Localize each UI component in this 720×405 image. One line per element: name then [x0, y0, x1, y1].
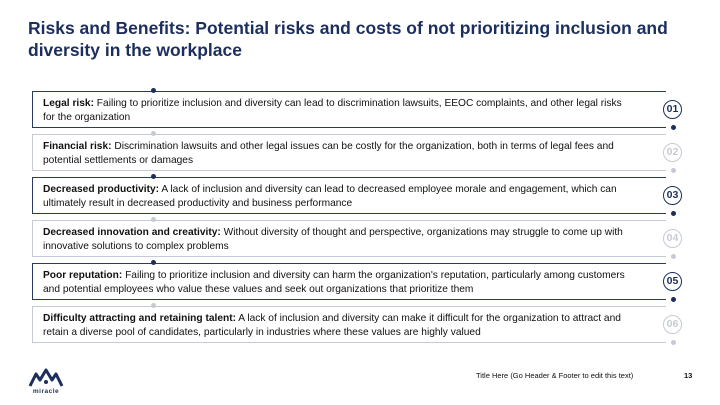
connector-dot	[151, 131, 156, 136]
list-item-decreased-productivity	[32, 177, 686, 218]
item-text	[43, 140, 633, 167]
company-logo	[26, 368, 66, 398]
connector-dot	[671, 340, 676, 345]
item-label: Difficulty attracting and retaining talent:	[43, 313, 237, 324]
list-item-talent	[32, 306, 686, 347]
item-text	[43, 226, 633, 253]
logo-mark-icon	[26, 368, 66, 388]
connector-dot	[151, 260, 156, 265]
logo-text: miracle	[32, 388, 60, 395]
slide-title: Risks and Benefits: Potential risks and costs of not prioritizing inclusion and diversity in the workplace	[28, 18, 668, 60]
list-item-decreased-innovation	[32, 220, 686, 261]
item-description: Failing to prioritize inclusion and diversity can harm the organization's reputation, particularly among customers and potential employees who value these values and seek out organizations that prioritize them	[43, 270, 625, 295]
connector-dot	[151, 174, 156, 179]
item-label: Decreased productivity:	[43, 184, 160, 195]
item-number-badge: 03	[663, 186, 682, 205]
item-number-badge: 02	[663, 143, 682, 162]
item-text	[43, 312, 633, 339]
connector-dot	[151, 303, 156, 308]
connector-dot	[151, 217, 156, 222]
item-text	[43, 269, 633, 296]
item-text	[43, 183, 633, 210]
page-number: 13	[684, 371, 693, 380]
item-description: A lack of inclusion and diversity can make it difficult for the organization to attract and retain a diverse pool of candidates, particularly in industries where these values are highly valued	[43, 313, 621, 338]
list-item-poor-reputation	[32, 263, 686, 304]
item-number-badge: 04	[663, 229, 682, 248]
item-number-badge: 01	[663, 100, 682, 119]
connector-dot	[671, 211, 676, 216]
item-label: Legal risk:	[43, 98, 94, 109]
connector-dot	[671, 168, 676, 173]
list-item-financial-risk	[32, 134, 686, 175]
connector-dot	[151, 88, 156, 93]
connector-dot	[671, 297, 676, 302]
item-description: Failing to prioritize inclusion and diversity can lead to discrimination lawsuits, EEOC complaints, and other legal risks for the organization	[43, 98, 622, 123]
footer-text: Title Here (Go Header & Footer to edit this text)	[476, 371, 634, 380]
item-description: A lack of inclusion and diversity can lead to decreased employee morale and engagement, which can ultimately result in decreased productivity and business performance	[43, 184, 617, 209]
item-label: Financial risk:	[43, 141, 112, 152]
item-label: Poor reputation:	[43, 270, 123, 281]
item-label: Decreased innovation and creativity:	[43, 227, 221, 238]
list-item-legal-risk	[32, 91, 686, 132]
connector-dot	[671, 125, 676, 130]
item-number-badge: 05	[663, 272, 682, 291]
connector-dot	[671, 254, 676, 259]
item-text	[43, 97, 633, 124]
item-number-badge: 06	[663, 315, 682, 334]
item-description: Discrimination lawsuits and other legal issues can be costly for the organization, both in terms of legal fees and potential settlements or damages	[43, 141, 614, 166]
item-description: Without diversity of thought and perspective, organizations may struggle to come up with innovative solutions to complex problems	[43, 227, 623, 252]
